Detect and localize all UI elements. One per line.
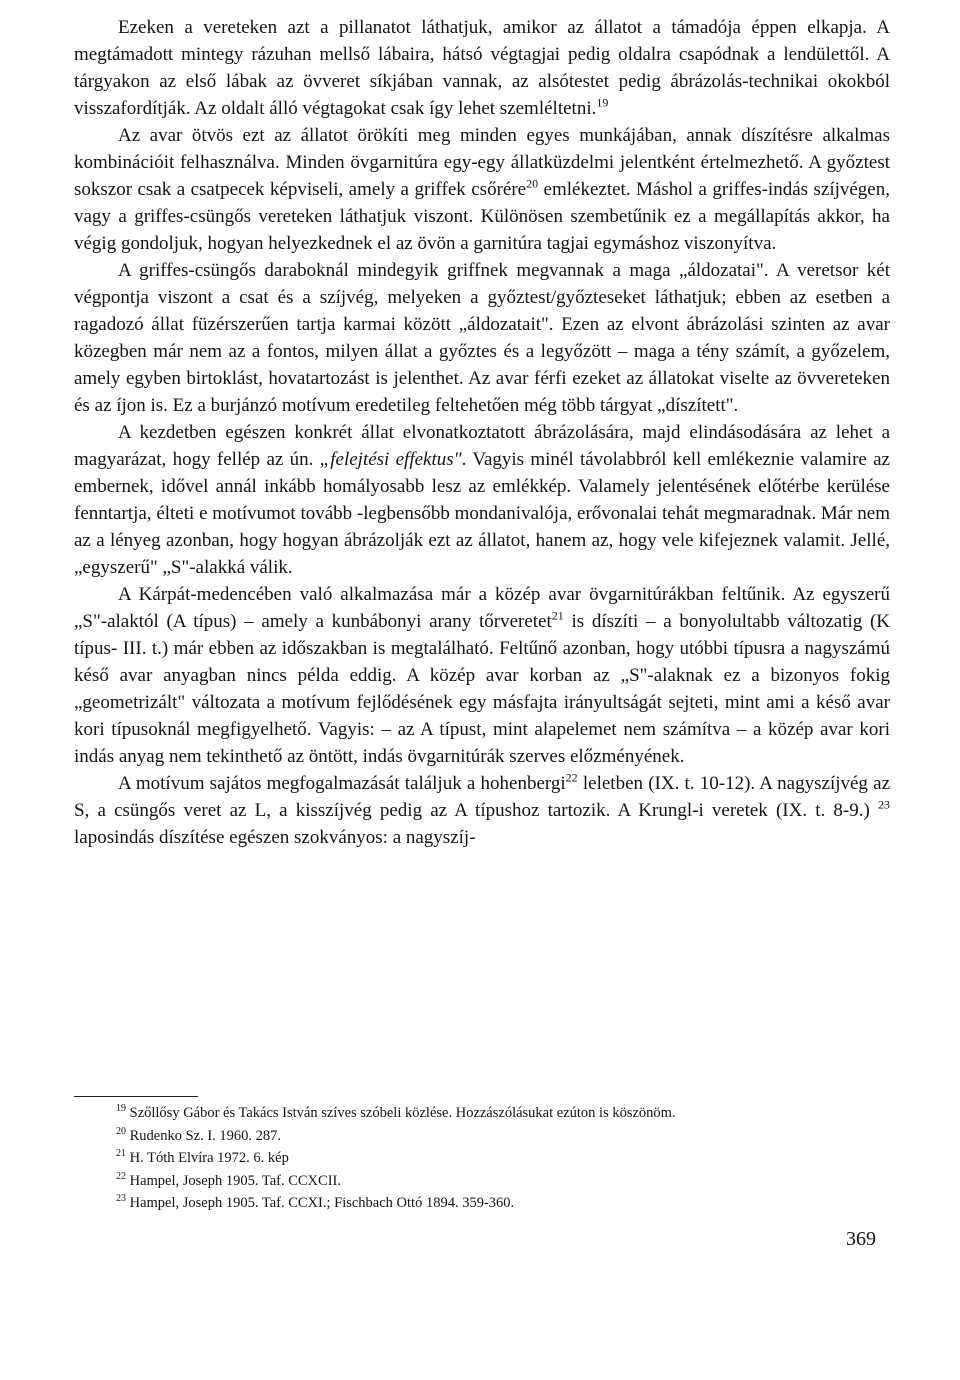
footnote-reference: 20 [526, 176, 539, 191]
paragraph-text: leletben (IX. t. 10-12). A nagyszíjvég az S, a csüngős veret az L, a kisszíjvég pedig az A típushoz tartozik. A Krungl-i veretek (IX. t. 8-9.) [74, 773, 890, 821]
footnote-text: Hampel, Joseph 1905. Taf. CCXCII. [126, 1172, 341, 1189]
paragraph [74, 770, 890, 851]
footnote [116, 1125, 896, 1148]
paragraph [74, 581, 890, 770]
footnote-reference: 21 [551, 608, 564, 623]
paragraph-text: . Vagyis minél távolabbról kell emlékeznie valamire az embernek, idővel annál inkább homályosabb lesz az emlékkép. Valamely jelentésének előtérbe kerülése fenntartja, élteti e motívumot tovább -legbensőbb mondanivalója, erővonalai tehát megmaradnak. Már nem az a lényeg azonban, hogy hogyan ábrázolják ezt az állatot, hanem az, hogy vele kifejeznek valamit. Jellé, „egyszerű" „S"-alakká válik. [74, 449, 890, 578]
footnote-text: Rudenko Sz. I. 1960. 287. [126, 1127, 282, 1144]
footnote-reference: 22 [565, 770, 578, 785]
footnote-text: Szőllősy Gábor és Takács István szíves szóbeli közlése. Hozzászólásukat ezúton is köszönöm. [126, 1105, 676, 1121]
paragraph [74, 122, 890, 257]
paragraph [74, 14, 890, 122]
footnote-text: Hampel, Joseph 1905. Taf. CCXI.; Fischbach Ottó 1894. 359-360. [126, 1195, 515, 1211]
paragraph-text: A motívum sajátos megfogalmazását találjuk a hohenbergi [118, 773, 566, 794]
paragraph [74, 419, 890, 581]
italic-term: „felejtési effektus" [319, 449, 462, 470]
paragraph-text: A Kárpát-medencében való alkalmazása már a közép avar övgarnitúrákban feltűnik. Az egyszerű „S"-alaktól (A típus) – amely a kunbábonyi arany tőrveretet [74, 584, 890, 632]
footnote-number: 21 [116, 1148, 126, 1160]
footnote-reference: 23 [878, 797, 890, 812]
paragraph-text: is díszíti – a bonyolultabb változatig (K típus- III. t.) már ebben az időszakban is megtalálható. Feltűnő azonban, hogy utóbbi típusra a nagyszámú késő avar anyagban nincs példa eddig. A közép avar korban az „S"-alaknak ez a bizonyos fokig „geometrizált" változata a motívum fejlődésének egy másfajta irányultságát sejteti, mint ami a késő avar kori típusoknál megfigyelhető. Vagyis: – az A típust, mint alapelemet nem számítva – a közép avar kori indás anyag nem tekinthető az öntött, indás övgarnitúrák szerves előzményének. [74, 611, 891, 767]
footnote-text: H. Tóth Elvíra 1972. 6. kép [126, 1150, 289, 1166]
footnote-number: 20 [116, 1125, 126, 1137]
paragraph-text: Az avar ötvös ezt az állatot örökíti meg minden egyes munkájában, annak díszítésre alkalmas kombinációit felhasználva. Minden övgarnitúra egy-egy állatküzdelmi jelentként értelmezhető. A győztest sokszor csak a csatpecek képviseli, amely a griffek csőrére [74, 125, 890, 200]
paragraph [74, 257, 890, 419]
paragraph-text: A kezdetben egészen konkrét állat elvonatkoztatott ábrázolására, majd elindásodására az lehet a magyarázat, hogy fellép az ún. [74, 422, 890, 470]
footnote-separator [74, 1096, 198, 1097]
page-number: 369 [846, 1228, 876, 1250]
footnote-number: 19 [116, 1103, 126, 1115]
footnote [116, 1102, 896, 1125]
footnotes [116, 1102, 896, 1215]
footnote-number: 23 [116, 1193, 126, 1205]
footnote-reference: 19 [596, 95, 609, 110]
footnote [116, 1170, 896, 1193]
main-text [74, 14, 890, 851]
paragraph-text: emlékeztet. Máshol a griffes-indás szíjvégen, vagy a griffes-csüngős vereteken láthatjuk viszont. Különösen szembetűnik ez a megállapítás akkor, ha végig gondoljuk, hogyan helyezkednek el az övön a garnitúra tagjai egymáshoz viszonyítva. [74, 179, 890, 254]
paragraph-text: A griffes-csüngős daraboknál mindegyik griffnek megvannak a maga „áldozatai". A veretsor két végpontja viszont a csat és a szíjvég, melyeken a győztest/győzteseket láthatjuk; ebben az esetben a ragadozó állat füzérszerűen tartja karmai között „áldozatait". Ezen az elvont ábrázolási szinten az avar közegben már nem az a fontos, milyen állat a győztes és a legyőzött – maga a tény számít, a győzelem, amely egyben birtoklást, hovatartozást is jelenthet. Az avar férfi ezeket az állatokat viselte az övvereteken és az íjon is. Ez a burjánzó motívum eredetileg feltehetően még több tárgyat „díszített". [74, 260, 890, 416]
footnote-number: 22 [116, 1170, 126, 1182]
footnote [116, 1192, 896, 1215]
paragraph-text: Ezeken a vereteken azt a pillanatot láthatjuk, amikor az állatot a támadója éppen elkapja. A megtámadott mintegy rázuhan mellső lábaira, hátsó végtagjai pedig oldalra csapódnak a lendülettől. A tárgyakon az első lábak az övveret síkjában vannak, az alsótestet pedig ábrázolás-technikai okokból visszafordítják. Az oldalt álló végtagokat csak így lehet szemléltetni. [74, 17, 890, 119]
footnote [116, 1147, 896, 1170]
paragraph-text: laposindás díszítése egészen szokványos: a nagyszíj- [74, 827, 476, 848]
